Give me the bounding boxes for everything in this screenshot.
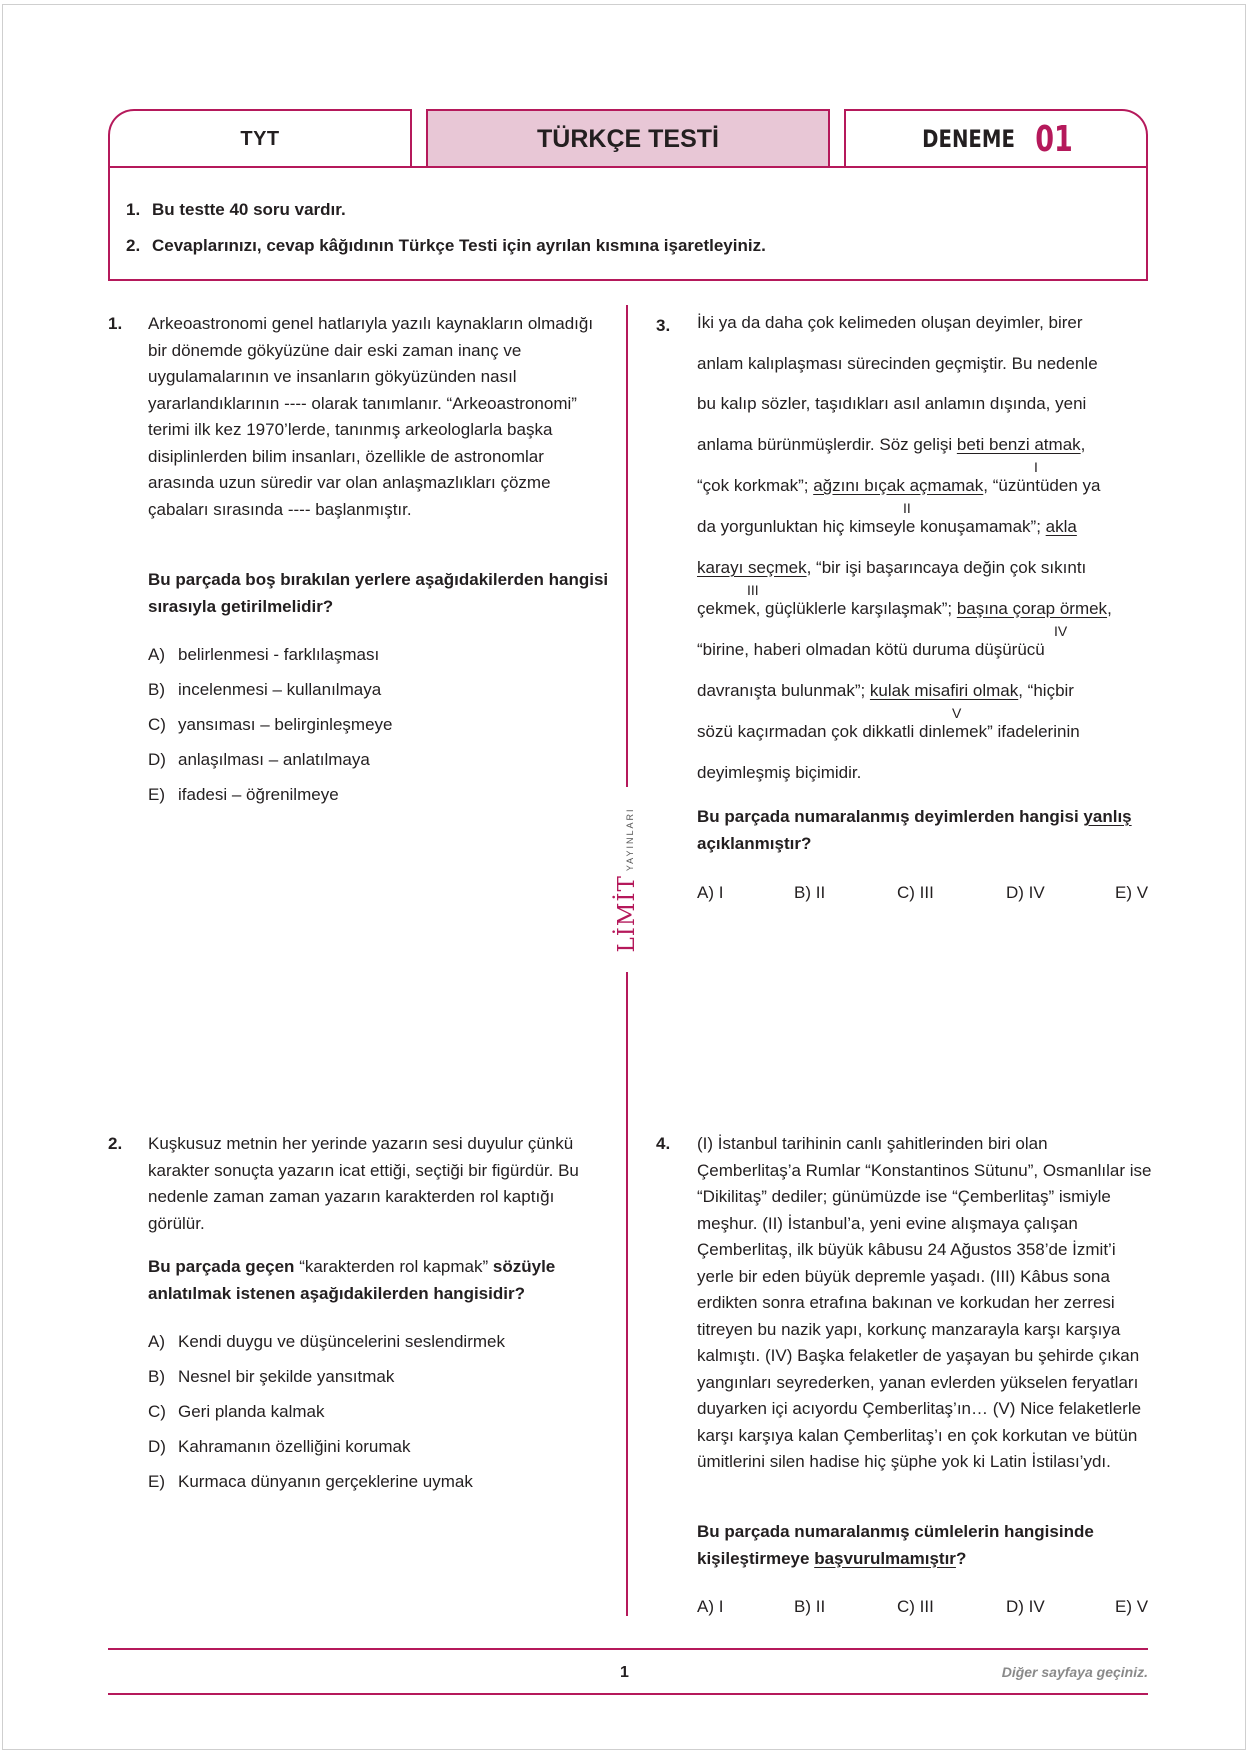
test-title-box: [426, 109, 830, 167]
question-3-number: 3.: [656, 316, 671, 335]
question-1-passage: Arkeoastronomi genel hatlarıyla yazılı kaynakların olmadığı bir dönemde gökyüzüne dair eski zaman inanç ve uygulamalarının ve insanların gökyüzünden nasıl yararlandıklarının ---- olarak tanımlanır. “Arkeoastronomi” terimi ilk kez 1970’lerde, tanınmış arkeologlarla başka disiplinlerden bilim insanları, özellikle de astronomlar arasında uzun süredir var olan anlaşmazlıkları çözme çabaları sırasında ---- başlanmıştır.: [148, 314, 594, 519]
question-1-options: [148, 645, 608, 820]
option-e[interactable]: E) V: [1115, 1597, 1149, 1616]
question-4-options: [697, 1597, 1148, 1617]
test-title: TÜRKÇE TESTİ: [537, 124, 719, 153]
idiom-5: kulak misafiri olmak: [869, 681, 1019, 700]
exam-label-box: [108, 109, 412, 167]
option-c[interactable]: C) III: [897, 883, 934, 902]
option-a[interactable]: A) I: [697, 883, 724, 902]
publisher-logo: [607, 795, 647, 965]
column-divider-bottom: [626, 972, 628, 1616]
option-e[interactable]: E) Kurmaca dünyanın gerçeklerine uymak: [148, 1472, 473, 1491]
option-e[interactable]: E) V: [1115, 883, 1149, 902]
idiom-3a: akla: [1045, 517, 1077, 536]
idiom-2: ağzını bıçak açmamak: [813, 476, 984, 495]
question-4-passage: (I) İstanbul tarihinin canlı şahitlerinden biri olan Çemberlitaş’a Rumlar “Konstantinos Sütunu”, Osmanlılar ise “Dikilitaş” dediler; günümüzde ise “Çemberlitaş” ismiyle meşhur. (II) İstanbul’a, yeni evine alışmaya çalışan Çemberlitaş, ilk büyük kâbusu 24 Ağustos 358’de İzmit’i yerle bir eden büyük depremle yaşadı. (III) Kâbus sona erdikten sonra etrafına bakınan ve korkudan her zerresi titreyen bu nazik yapı, korkunç manzarayla karşı karşıya kalmıştı. (IV) Başka felaketler de yaşayan bu şehirde çıkan yangınları seyrederken, yanan evlerden yükselen feryatları duyarken içi acıyordu Çemberlitaş’ın… (V) Nice felaketlerle karşı karşıya kalan Çemberlitaş’ı en çok korkutan ve bütün ümitlerini silen hadise hiç şüphe yok ki Latin İstilası’ydı.: [697, 1134, 1152, 1471]
instruction-1: 1. Bu testte 40 soru vardır.: [126, 200, 346, 219]
instruction-2: 2. Cevaplarınızı, cevap kâğıdının Türkçe Testi için ayrılan kısmına işaretleyiniz.: [126, 236, 766, 255]
publisher-name: LİMİT: [614, 875, 640, 953]
option-c[interactable]: C) III: [897, 1597, 934, 1616]
page-number: 1: [620, 1664, 629, 1681]
question-1-stem: Bu parçada boş bırakılan yerlere aşağıdakilerden hangisi sırasıyla getirilmelidir?: [148, 570, 609, 616]
instructions-box: [108, 166, 1148, 281]
option-e[interactable]: E) ifadesi – öğrenilmeye: [148, 785, 339, 804]
option-d[interactable]: D) IV: [1006, 1597, 1045, 1616]
question-2-number: 2.: [108, 1134, 123, 1153]
idiom-4: başına çorap örmek: [956, 599, 1108, 618]
footer-rule-bottom: [108, 1693, 1148, 1695]
question-2-stem: Bu parçada geçen “karakterden rol kapmak” sözüyle anlatılmak istenen aşağıdakilerden hangisidir?: [148, 1257, 556, 1303]
mark-iii: III: [747, 582, 759, 598]
publisher-sub: YAYINLARI: [624, 807, 635, 872]
question-3-stem: Bu parçada numaralanmış deyimlerden hangisi yanlış açıklanmıştır?: [697, 807, 1132, 853]
question-2-passage: Kuşkusuz metnin her yerinde yazarın sesi duyulur çünkü karakter sonuçta yazarın icat ettiği, seçtiği bir figürdür. Bu nedenle zaman zaman yazarın karakterden rol kaptığı görülür.: [148, 1134, 579, 1233]
option-c[interactable]: C) yansıması – belirginleşmeye: [148, 715, 393, 734]
deneme-label: DENEME: [922, 125, 1016, 153]
exam-label: TYT: [240, 127, 280, 150]
next-page-note: Diğer sayfaya geçiniz.: [1001, 1664, 1148, 1680]
option-d[interactable]: D) IV: [1006, 883, 1045, 902]
idiom-3b: karayı seçmek: [697, 558, 807, 577]
column-divider-top: [626, 305, 628, 787]
option-c[interactable]: C) Geri planda kalmak: [148, 1402, 325, 1421]
option-a[interactable]: A) belirlenmesi - farklılaşması: [148, 645, 380, 664]
option-b[interactable]: B) II: [794, 1597, 826, 1616]
mark-iv: IV: [1054, 623, 1068, 639]
idiom-1: beti benzi atmak: [956, 435, 1081, 454]
option-b[interactable]: B) incelenmesi – kullanılmaya: [148, 680, 382, 699]
option-d[interactable]: D) Kahramanın özelliğini korumak: [148, 1437, 411, 1456]
question-1-number: 1.: [108, 314, 123, 333]
footer-rule-top: [108, 1648, 1148, 1650]
option-b[interactable]: B) II: [794, 883, 826, 902]
question-3-options: [697, 883, 1148, 903]
question-4-number: 4.: [656, 1134, 671, 1153]
deneme-number: 01: [1035, 118, 1074, 160]
deneme-box: [844, 109, 1148, 167]
option-a[interactable]: A) Kendi duygu ve düşüncelerini seslendirmek: [148, 1332, 505, 1351]
option-a[interactable]: A) I: [697, 1597, 724, 1616]
question-4-stem: Bu parçada numaralanmış cümlelerin hangisinde kişileştirmeye başvurulmamıştır?: [697, 1522, 1094, 1568]
mark-i: I: [1034, 459, 1038, 475]
mark-v: V: [952, 705, 962, 721]
option-b[interactable]: B) Nesnel bir şekilde yansıtmak: [148, 1367, 395, 1386]
mark-ii: II: [903, 500, 911, 516]
option-d[interactable]: D) anlaşılması – anlatılmaya: [148, 750, 370, 769]
question-2-options: [148, 1332, 608, 1507]
